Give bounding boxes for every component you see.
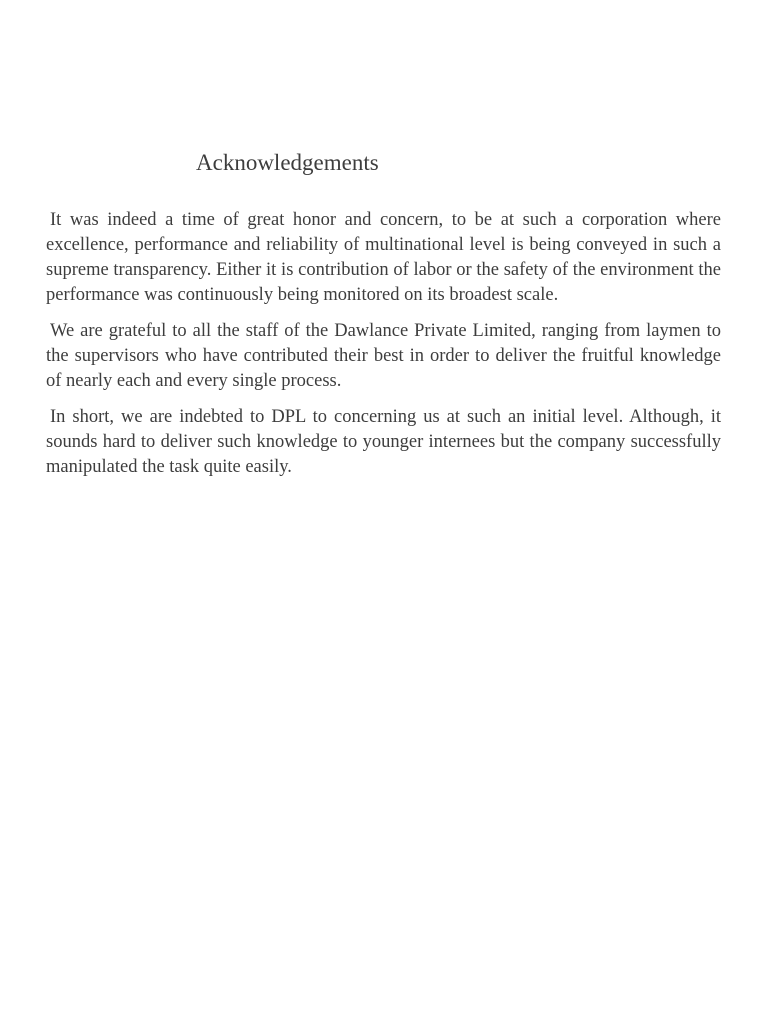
paragraph-2: We are grateful to all the staff of the Dawlance Private Limited, ranging from laymen to the supervisors who have contributed their best in order to deliver the fruitful knowledge of nearly each and every single process. [46, 321, 721, 391]
paragraph-1: It was indeed a time of great honor and concern, to be at such a corporation where excellence, performance and reliability of multinational level is being conveyed in such a supreme transparency. Either it is contribution of labor or the safety of the environment the performance was continuously being monitored on its broadest scale. [46, 210, 721, 305]
body-text [46, 208, 721, 491]
paragraph-3: In short, we are indebted to DPL to concerning us at such an initial level. Although, it sounds hard to deliver such knowledge to younger internees but the company successfully manipulated the task quite easily. [46, 407, 721, 477]
page-title: Acknowledgements [196, 150, 379, 175]
